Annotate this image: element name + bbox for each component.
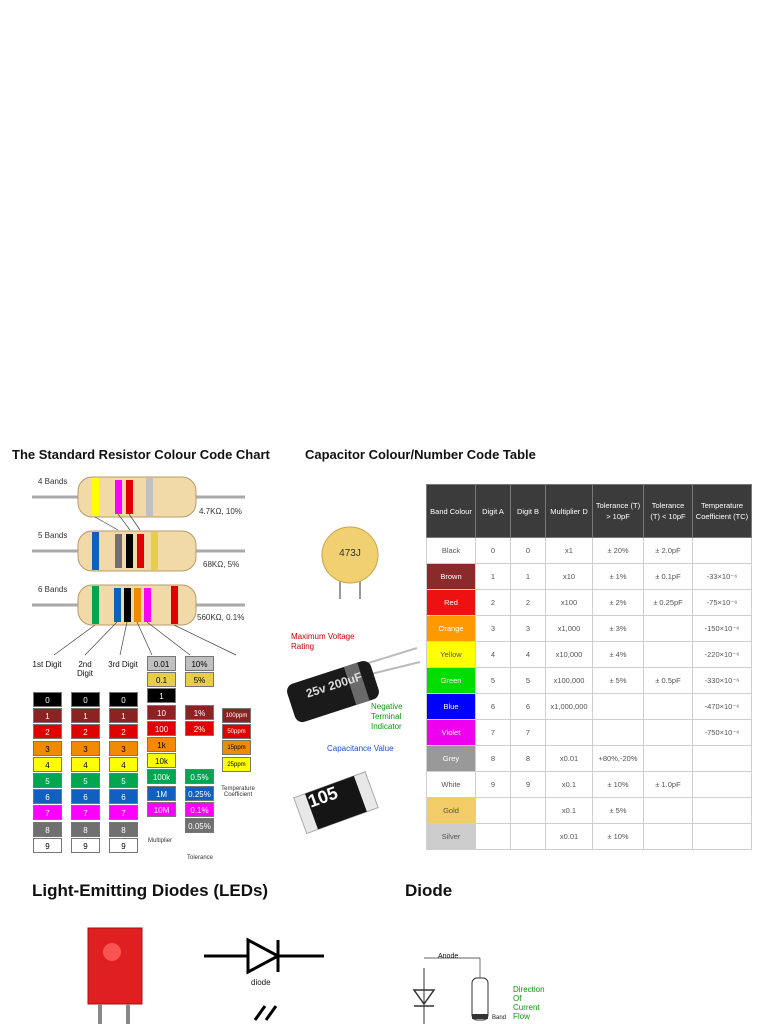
direction-of-current-label <box>513 985 545 1021</box>
table-cell: 3 <box>511 616 546 642</box>
table-row <box>427 720 752 746</box>
table-cell: 8 <box>476 746 511 772</box>
multiplier-cell: 0.01 <box>147 656 176 671</box>
table-cell: 4 <box>476 642 511 668</box>
digit-cell: 4 <box>33 757 62 772</box>
col-head-2nd-digit: 2nd Digit <box>76 660 93 678</box>
table-cell <box>476 798 511 824</box>
table-cell: 6 <box>476 694 511 720</box>
negative-terminal-label: Negative Terminal Indicator <box>371 702 403 731</box>
table-cell: ± 1% <box>593 564 644 590</box>
table-cell: ± 0.5pF <box>644 668 693 694</box>
led-image <box>80 922 160 1024</box>
digit-cell: 4 <box>71 757 100 772</box>
table-cell: x10 <box>546 564 593 590</box>
digit-cell: 9 <box>109 838 138 853</box>
capacitance-label: Capacitance Value <box>327 744 394 753</box>
table-cell <box>644 694 693 720</box>
digit-cell: 5 <box>71 773 100 788</box>
table-cell <box>644 746 693 772</box>
table-cell: 5 <box>511 668 546 694</box>
capacitor-code-table <box>426 484 752 850</box>
table-cell: ± 4% <box>593 642 644 668</box>
header-digit-b: Digit B <box>511 485 546 538</box>
multiplier-cell: 1 <box>147 688 176 703</box>
table-cell: x0.1 <box>546 798 593 824</box>
table-cell: x0.01 <box>546 746 593 772</box>
table-cell: -220×10⁻⁶ <box>693 642 752 668</box>
diode-symbol <box>200 930 330 1024</box>
table-cell <box>693 772 752 798</box>
digit-cell: 2 <box>109 724 138 739</box>
band-colour-cell: Grey <box>427 746 476 772</box>
multiplier-cell: 10k <box>147 753 176 768</box>
table-cell: x0.01 <box>546 824 593 850</box>
table-cell <box>644 798 693 824</box>
header-multiplier: Multiplier D <box>546 485 593 538</box>
digit-cell: 8 <box>33 822 62 837</box>
table-cell: x1 <box>546 538 593 564</box>
col-head-3rd-digit: 3rd Digit <box>108 660 138 669</box>
header-temp-coefficient: Temperature Coefficient (TC) <box>693 485 752 538</box>
table-row <box>427 642 752 668</box>
tempco-cell: 100ppm <box>222 708 251 723</box>
table-cell: ± 5% <box>593 798 644 824</box>
table-cell <box>693 798 752 824</box>
tolerance-cell: 0.1% <box>185 802 214 817</box>
tolerance-cell: 5% <box>185 672 214 687</box>
max-voltage-label: Maximum Voltage Rating <box>291 632 355 651</box>
table-cell: 9 <box>511 772 546 798</box>
band-label-4: 4 Bands <box>38 477 68 486</box>
table-cell: 2 <box>511 590 546 616</box>
table-cell: 3 <box>476 616 511 642</box>
digit-cell: 1 <box>71 708 100 723</box>
band-colour-cell: Silver <box>427 824 476 850</box>
table-row <box>427 824 752 850</box>
band-colour-cell: Green <box>427 668 476 694</box>
digit-cell: 9 <box>71 838 100 853</box>
digit-cell: 6 <box>71 789 100 804</box>
table-cell: -150×10⁻⁶ <box>693 616 752 642</box>
multiplier-caption: Multiplier <box>147 838 172 844</box>
tempco-cell: 50ppm <box>222 724 251 739</box>
table-cell: ± 3% <box>593 616 644 642</box>
table-row <box>427 772 752 798</box>
band-colour-cell: Gold <box>427 798 476 824</box>
table-cell <box>644 824 693 850</box>
table-cell <box>511 824 546 850</box>
digit-cell: 4 <box>109 757 138 772</box>
table-cell <box>693 824 752 850</box>
band-colour-cell: Brown <box>427 564 476 590</box>
header-tolerance-lt: Tolerance (T) < 10pF <box>644 485 693 538</box>
table-cell: 7 <box>511 720 546 746</box>
digit-cell: 2 <box>33 724 62 739</box>
table-cell: 9 <box>476 772 511 798</box>
band-colour-cell: Red <box>427 590 476 616</box>
digit-cell: 7 <box>109 805 138 820</box>
electrolytic-body-text: 25v 200uF <box>304 669 364 701</box>
table-cell: 7 <box>476 720 511 746</box>
digit-cell: 5 <box>33 773 62 788</box>
diode-title: Diode <box>405 881 453 900</box>
table-cell: 6 <box>511 694 546 720</box>
digit-cell: 0 <box>33 692 62 707</box>
table-cell <box>644 642 693 668</box>
smd-label: 105 <box>305 782 341 812</box>
tolerance-cell: 1% <box>185 705 214 720</box>
table-cell: 1 <box>511 564 546 590</box>
table-cell: 0 <box>476 538 511 564</box>
table-cell: x1,000,000 <box>546 694 593 720</box>
direction-word-1: Direction <box>513 985 545 994</box>
digit-cell: 0 <box>109 692 138 707</box>
table-cell <box>546 720 593 746</box>
resistor-value-4: 4.7KΩ, 10% <box>199 507 242 516</box>
table-cell: ± 0.25pF <box>644 590 693 616</box>
band-colour-cell: White <box>427 772 476 798</box>
table-cell: -750×10⁻⁶ <box>693 720 752 746</box>
table-cell: -75×10⁻⁶ <box>693 590 752 616</box>
table-cell <box>693 746 752 772</box>
digit-cell: 3 <box>33 741 62 756</box>
table-cell <box>511 798 546 824</box>
band-label: Band <box>492 1015 507 1021</box>
table-row <box>427 746 752 772</box>
band-colour-cell: Orange <box>427 616 476 642</box>
table-cell: ± 2.0pF <box>644 538 693 564</box>
col-head-1st-digit: 1st Digit <box>32 660 62 669</box>
tolerance-caption: Tolerance <box>186 855 213 861</box>
multiplier-cell: 10 <box>147 705 176 720</box>
table-cell <box>476 824 511 850</box>
band-colour-cell: Blue <box>427 694 476 720</box>
digit-cell: 1 <box>33 708 62 723</box>
table-cell <box>693 538 752 564</box>
digit-cell: 3 <box>109 741 138 756</box>
table-row <box>427 564 752 590</box>
band-colour-cell: Black <box>427 538 476 564</box>
digit-cell: 6 <box>109 789 138 804</box>
table-cell: ± 5% <box>593 668 644 694</box>
tolerance-cell: 0.25% <box>185 786 214 801</box>
table-cell: 4 <box>511 642 546 668</box>
table-cell: 2 <box>476 590 511 616</box>
table-cell: 0 <box>511 538 546 564</box>
table-cell: -330×10⁻⁶ <box>693 668 752 694</box>
multiplier-cell: 0.1 <box>147 672 176 687</box>
table-cell: -470×10⁻⁶ <box>693 694 752 720</box>
diode-symbol-label: diode <box>251 978 271 987</box>
table-row <box>427 538 752 564</box>
band-colour-cell: Yellow <box>427 642 476 668</box>
direction-word-3: Current <box>513 1003 540 1012</box>
digit-cell: 7 <box>71 805 100 820</box>
anode-label: Anode <box>438 953 459 960</box>
multiplier-cell: 100k <box>147 769 176 784</box>
digit-cell: 5 <box>109 773 138 788</box>
tempco-caption: Temperature Coefficient <box>221 786 255 798</box>
header-tolerance-gt: Tolerance (T) > 10pF <box>593 485 644 538</box>
band-label-6: 6 Bands <box>38 585 68 594</box>
resistor-value-6: 560KΩ, 0.1% <box>197 613 245 622</box>
resistor-value-5: 68KΩ, 5% <box>203 560 240 569</box>
multiplier-cell: 100 <box>147 721 176 736</box>
ceramic-label: 473J <box>339 548 361 559</box>
table-row <box>427 590 752 616</box>
digit-cell: 6 <box>33 789 62 804</box>
digit-cell: 9 <box>33 838 62 853</box>
table-cell: 5 <box>476 668 511 694</box>
digit-cell: 3 <box>71 741 100 756</box>
table-cell: x100,000 <box>546 668 593 694</box>
header-digit-a: Digit A <box>476 485 511 538</box>
table-row <box>427 694 752 720</box>
multiplier-cell: 1M <box>147 786 176 801</box>
tolerance-cell: 2% <box>185 721 214 736</box>
table-cell: ± 10% <box>593 824 644 850</box>
table-cell: -33×10⁻⁶ <box>693 564 752 590</box>
digit-cell: 1 <box>109 708 138 723</box>
band-label-5: 5 Bands <box>38 531 68 540</box>
digit-cell: 0 <box>71 692 100 707</box>
table-cell: x1,000 <box>546 616 593 642</box>
table-cell: ± 20% <box>593 538 644 564</box>
tolerance-cell: 0.05% <box>185 818 214 833</box>
table-cell: ± 10% <box>593 772 644 798</box>
table-cell: x10,000 <box>546 642 593 668</box>
table-cell: ± 2% <box>593 590 644 616</box>
multiplier-cell: 10M <box>147 802 176 817</box>
table-row <box>427 798 752 824</box>
digit-cell: 2 <box>71 724 100 739</box>
multiplier-cell: 1k <box>147 737 176 752</box>
tempco-cell: 15ppm <box>222 740 251 755</box>
direction-word-2: Of <box>513 994 522 1003</box>
digit-cell: 8 <box>71 822 100 837</box>
led-title: Light-Emitting Diodes (LEDs) <box>32 881 269 900</box>
table-cell: 1 <box>476 564 511 590</box>
table-cell <box>593 694 644 720</box>
tempco-cell: 25ppm <box>222 757 251 772</box>
resistor-diagram <box>20 470 260 680</box>
table-cell: ± 0.1pF <box>644 564 693 590</box>
digit-cell: 7 <box>33 805 62 820</box>
tolerance-cell: 10% <box>185 656 214 671</box>
table-cell <box>593 720 644 746</box>
ceramic-capacitor-image <box>318 525 384 600</box>
direction-word-4: Flow <box>513 1012 530 1021</box>
table-cell: x0.1 <box>546 772 593 798</box>
table-cell <box>644 616 693 642</box>
table-cell: +80%,-20% <box>593 746 644 772</box>
table-cell: 8 <box>511 746 546 772</box>
table-row <box>427 668 752 694</box>
capacitor-table-title: Capacitor Colour/Number Code Table <box>305 447 536 462</box>
header-band-colour: Band Colour <box>427 485 476 538</box>
table-row <box>427 616 752 642</box>
digit-cell: 8 <box>109 822 138 837</box>
electrolytic-capacitor-image <box>282 640 422 750</box>
band-colour-cell: Violet <box>427 720 476 746</box>
table-cell: x100 <box>546 590 593 616</box>
tolerance-cell: 0.5% <box>185 769 214 784</box>
resistor-chart-title: The Standard Resistor Colour Code Chart <box>12 447 270 462</box>
table-cell <box>644 720 693 746</box>
table-cell: ± 1.0pF <box>644 772 693 798</box>
